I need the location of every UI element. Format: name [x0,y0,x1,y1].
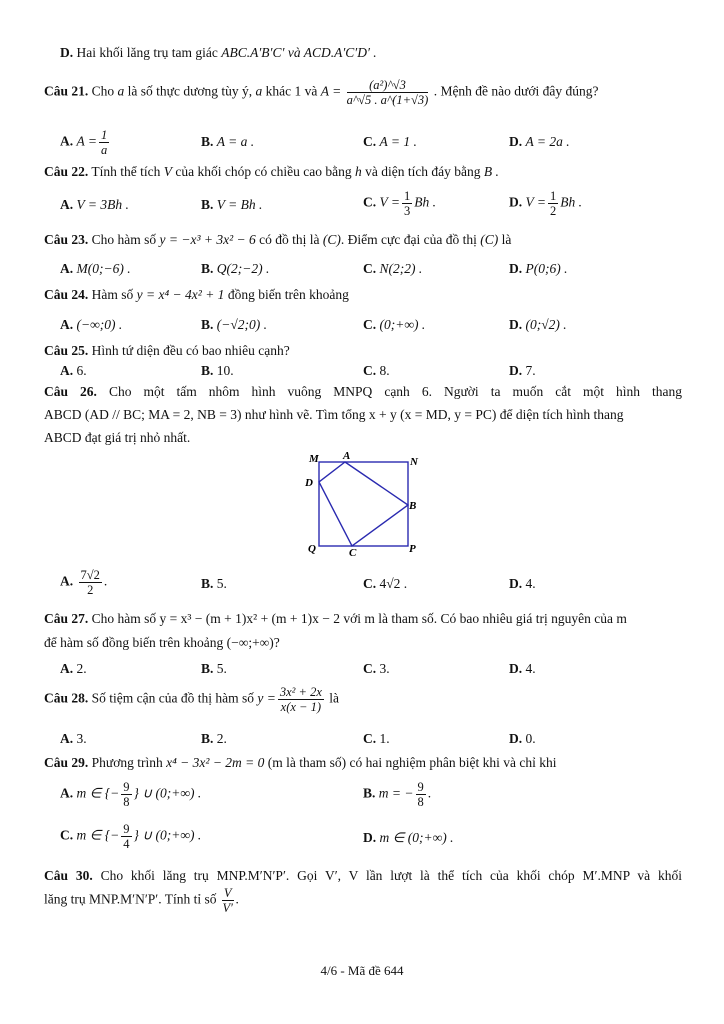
question-24: Câu 24. Hàm số y = x⁴ − 4x² + 1 đồng biến trên khoảng [44,287,349,302]
q28-option-a[interactable]: A. 3. [60,731,87,746]
q24-option-c[interactable]: C. (0;+∞) . [363,317,426,332]
page-footer: 4/6 - Mã đề 644 [320,963,404,978]
q27-option-c[interactable]: C. 3. [363,661,390,676]
label-m: M [309,453,319,465]
q24-option-d[interactable]: D. (0;√2) . [509,317,567,332]
question-30-line-2: lăng trụ MNP.M′N′P′. Tính tỉ số $\frac{V}{V'}$ . [44,886,239,915]
q26-option-a[interactable]: A. $\frac{7√2}{2}$ . [60,568,108,597]
q28-option-d[interactable]: D. 0. [509,731,536,746]
q26-option-d[interactable]: D. 4. [509,576,536,591]
question-27-line-2: để hàm số đồng biến trên khoảng (−∞;+∞)? [44,635,280,650]
q23-option-a[interactable]: A. M(0;−6) . [60,261,131,276]
label-q: Q [308,543,316,555]
question-30-line-1: Câu 30. Cho khối lăng trụ MNP.M′N′P′. Gọi V′, V lần lượt là thể tích của khối chóp M′.MNP và khối [44,868,683,883]
q21-option-a[interactable]: A. A = $\frac{1}{a}$ [60,128,108,157]
q25-option-a[interactable]: A. 6. [60,363,87,378]
question-28: Câu 28. Số tiệm cận của đồ thị hàm số y = $\frac{\text{3x² + 2x}}{x(x - 1)}$ là [44,685,339,714]
q23-option-c[interactable]: C. N(2;2) . [363,261,423,276]
question-26-line-3: ABCD đạt giá trị nhỏ nhất. [44,430,191,445]
trapezoid-abcd [319,462,408,546]
label-p: P [409,543,416,555]
q28-option-b[interactable]: B. 2. [201,731,227,746]
question-26-line-1: Câu 26. Cho một tấm nhôm hình vuông MNPQ cạnh 6. Người ta muốn cắt một hình thang [44,384,682,399]
q26-option-b[interactable]: B. 5. [201,576,227,591]
q25-option-b[interactable]: B. 10. [201,363,234,378]
q27-option-a[interactable]: A. 2. [60,661,87,676]
question-29: Câu 29. Phương trình x⁴ − 3x² − 2m = 0 (m là tham số) có hai nghiệm phân biệt khi và chỉ khi [44,755,557,770]
label-b: B [409,500,417,512]
q27-option-d[interactable]: D. 4. [509,661,536,676]
q25-option-d[interactable]: D. 7. [509,363,536,378]
question-22: Câu 22. Tính thể tích V của khối chóp có chiều cao bằng h và diện tích đáy bằng B . [44,164,499,179]
q24-option-a[interactable]: A. (−∞;0) . [60,317,123,332]
q21-option-b[interactable]: B. A = a . [201,134,255,149]
q22-option-d[interactable]: D. V = $\frac{1}{2}$ Bh . [509,189,582,218]
q23-option-d[interactable]: D. P(0;6) . [509,261,568,276]
q29-option-c[interactable]: C. m ∈ {− $\frac{9}{4}$ } ∪ (0;+∞) . [60,822,202,851]
question-21: Câu 21. Cho a là số thực dương tùy ý, a khác 1 và A = $\frac{\text{(a²)\textasciicircum{}√3}}{a\^{}√5 . a\^{}(1+√3)}$ . Mệnh đề nào dưới đây đúng? [44,78,599,107]
q28-option-c[interactable]: C. 1. [363,731,390,746]
q24-option-b[interactable]: B. (−√2;0) . [201,317,268,332]
q21-fraction: $\frac{\text{(a²)\textasciicircum{}√3}}{a\^{}√5 . a\^{}(1+√3)}$ [346,78,429,107]
question-26-line-2: ABCD (AD // BC; MA = 2, NB = 3) như hình vẽ. Tìm tổng x + y (x = MD, y = PC) để diện tích hình thang [44,407,624,422]
label-a: A [343,450,351,462]
q23-option-b[interactable]: B. Q(2;−2) . [201,261,270,276]
q26-option-c[interactable]: C. 4√2 . [363,576,408,591]
q29-option-a[interactable]: A. m ∈ {− $\frac{9}{8}$ } ∪ (0;+∞) . [60,780,202,809]
question-25: Câu 25. Hình tứ diện đều có bao nhiêu cạnh? [44,343,290,358]
q22-option-b[interactable]: B. V = Bh . [201,197,263,212]
q22-option-a[interactable]: A. V = 3Bh . [60,197,129,212]
label-n: N [410,456,418,468]
q29-option-d[interactable]: D. m ∈ (0;+∞) . [363,830,454,845]
question-23: Câu 23. Cho hàm số y = −x³ + 3x² − 6 có đồ thị là (C). Điểm cực đại của đồ thị (C) là [44,232,512,247]
question-27-line-1: Câu 27. Cho hàm số y = x³ − (m + 1)x² + (m + 1)x − 2 với m là tham số. Có bao nhiêu giá trị nguyên của m [44,611,627,626]
q29-option-b[interactable]: B. m = − $\frac{9}{8}$ . [363,780,432,809]
q27-option-b[interactable]: B. 5. [201,661,227,676]
prev-option-d: D. Hai khối lăng trụ tam giác ABC.A′B′C′ và ACD.A′C′D′ . [60,45,377,60]
q22-option-c[interactable]: C. V = $\frac{1}{3}$ Bh . [363,189,436,218]
q25-option-c[interactable]: C. 8. [363,363,390,378]
q21-option-c[interactable]: C. A = 1 . [363,134,417,149]
square-figure [302,448,422,560]
label-c: C [349,547,357,559]
q21-option-d[interactable]: D. A = 2a . [509,134,570,149]
label-d: D [305,477,313,489]
